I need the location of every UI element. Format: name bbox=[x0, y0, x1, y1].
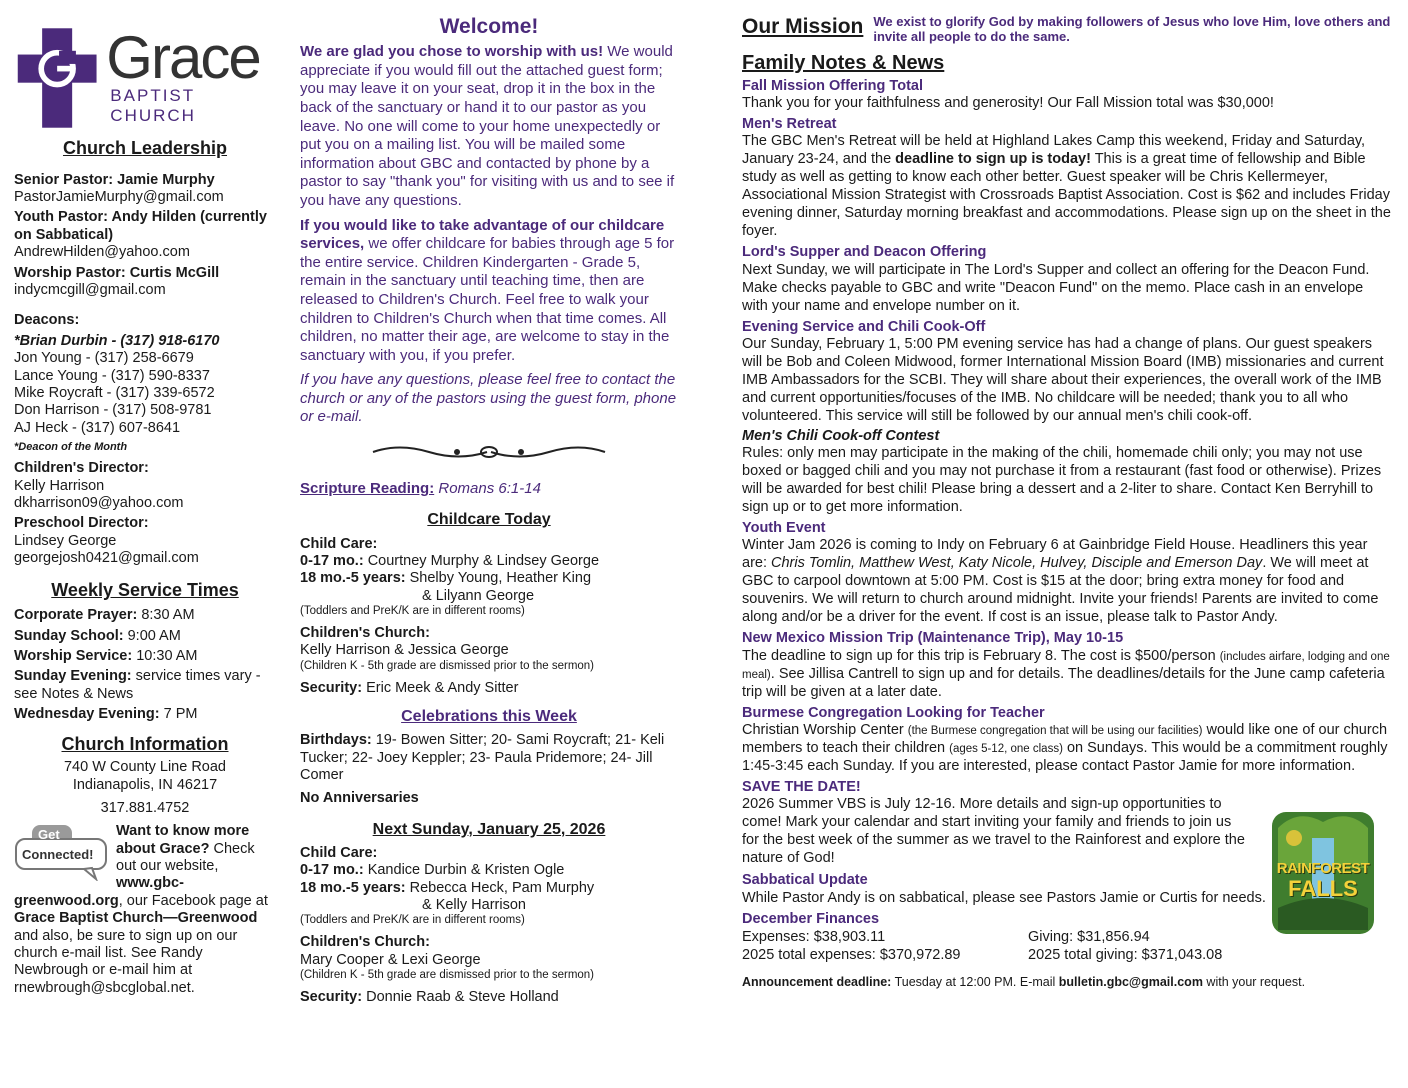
cc-label: Children's Church: bbox=[300, 625, 430, 641]
cc-note: (Children K - 5th grade are dismissed prior to the sermon) bbox=[300, 659, 595, 672]
flourish-icon bbox=[369, 441, 609, 463]
preschool-director-email[interactable]: georgejosh0421@gmail.com bbox=[14, 550, 199, 567]
birthdays-label: Birthdays: bbox=[300, 732, 372, 749]
next-infant-label: 0-17 mo.: bbox=[300, 862, 364, 879]
celebrations-heading: Celebrations this Week bbox=[401, 707, 577, 725]
bulletin-email[interactable]: bulletin.gbc@gmail.com bbox=[1058, 974, 1203, 989]
retreat-title: Men's Retreat bbox=[742, 116, 837, 133]
chili-title: Men's Chili Cook-off Contest bbox=[742, 427, 940, 444]
news-heading: Family Notes & News bbox=[742, 51, 945, 74]
wednesday-time: 7 PM bbox=[159, 706, 198, 723]
deacon-item: Mike Roycraft - (317) 339-6572 bbox=[14, 384, 215, 401]
mission-text: We exist to glorify God by making followers of Jesus who love Him, love others and invite all people to do the same. bbox=[873, 14, 1391, 45]
fall-text: Thank you for your faithfulness and generosity! Our Fall Mission total was $30,000! bbox=[742, 95, 1274, 112]
vbs-logo-line-1: RAINFOREST bbox=[1276, 860, 1370, 877]
retreat-text-2: This is a great time of fellowship and Bible study as well as getting to know each other better. Guest speaker will be Chris Kellermeyer, Associational Mission Strategist with Crossroads Baptist Association. Cost is $62 and includes Friday evening dinner, Saturday morning breakfast and accommodations. Please sign up on the sheet in the foyer. bbox=[742, 151, 1391, 240]
next-infant-names: Kandice Durbin & Kristen Ogle bbox=[363, 862, 565, 879]
giving: Giving: $31,856.94 bbox=[1028, 928, 1150, 945]
next-security-names: Donnie Raab & Steve Holland bbox=[362, 988, 559, 1005]
security-names: Eric Meek & Andy Sitter bbox=[362, 679, 519, 696]
total-expenses: 2025 total expenses: $370,972.89 bbox=[742, 946, 961, 963]
mission-block bbox=[742, 14, 1392, 45]
next-toddler-names: Rebecca Heck, Pam Murphy bbox=[405, 879, 595, 896]
evening-label: Sunday Evening: bbox=[14, 668, 132, 685]
toddler-label: 18 mo.-5 years: bbox=[300, 570, 406, 587]
welcome-intro-bold: We are glad you chose to worship with us! bbox=[300, 43, 604, 61]
get-connected-badge bbox=[14, 823, 108, 883]
church-phone: 317.881.4752 bbox=[100, 799, 190, 816]
deacon-item: Don Harrison - (317) 508-9781 bbox=[14, 402, 212, 419]
middle-column bbox=[300, 14, 678, 1006]
next-cc-note: (Children K - 5th grade are dismissed prior to the sermon) bbox=[300, 969, 595, 982]
worship-label: Worship Service: bbox=[14, 647, 133, 664]
deacon-of-month: *Brian Durbin - (317) 918-6170 bbox=[14, 332, 220, 349]
deacon-item: AJ Heck - (317) 607-8641 bbox=[14, 419, 181, 436]
leadership-heading: Church Leadership bbox=[62, 138, 228, 158]
retreat-deadline: deadline to sign up is today! bbox=[895, 151, 1091, 168]
burmese-text bbox=[742, 722, 1392, 776]
evening-service-text: Our Sunday, February 1, 5:00 PM evening service has had a change of plans. Our guest speakers will be Bob and Coleen Midwood, former International Mission Board (IMB) missionaries and current IMB Ambassadors for the SCBI. They will share about their experiences, the overall work of the IMB and current opportunities/focuses of the IMB. No childcare will be needed; thank you to all who volunteered. This service will still be followed by our annual men's chili cook-off. bbox=[742, 335, 1384, 424]
deacon-item: Lance Young - (317) 590-8337 bbox=[14, 367, 210, 384]
church-subtitle: BAPTIST CHURCH bbox=[110, 85, 196, 125]
ornament-divider bbox=[300, 441, 678, 468]
connect-text-1: Check out our website, bbox=[116, 840, 255, 875]
next-cc-label: Children's Church: bbox=[300, 934, 430, 951]
cross-logo-icon bbox=[14, 25, 100, 131]
website-link[interactable]: www.gbc-greenwood.org bbox=[14, 875, 184, 909]
worship-pastor: Worship Pastor: Curtis McGill bbox=[14, 264, 220, 281]
left-column bbox=[14, 24, 276, 997]
prayer-time: 8:30 AM bbox=[137, 607, 195, 624]
church-logo bbox=[14, 24, 276, 132]
fall-title: Fall Mission Offering Total bbox=[742, 77, 923, 94]
save-date-title: SAVE THE DATE! bbox=[742, 778, 861, 795]
anniversaries: No Anniversaries bbox=[300, 790, 419, 807]
welcome-childcare bbox=[300, 217, 678, 366]
vbs-logo bbox=[1268, 808, 1378, 938]
prayer-label: Corporate Prayer: bbox=[14, 607, 138, 624]
retreat-text-1: The GBC Men's Retreat will be held at Highland Lakes Camp this weekend, Friday and Saturday, January 23-24, and the bbox=[742, 133, 1366, 168]
rooms-note: (Toddlers and PreK/K are in different rooms) bbox=[300, 605, 525, 618]
next-sunday-heading: Next Sunday, January 25, 2026 bbox=[372, 820, 606, 838]
youth-text-2: . We will meet at GBC to carpool downtown at 5:00 PM. Cost is $15 at the door; bring extra money for food and souvenirs. We will return to church around midnight. Invite your friends! Parents are invited to come along and/or be a driver for the event. If cost is an issue, please talk to Pastor Andy. bbox=[742, 555, 1379, 626]
scripture-reading bbox=[300, 480, 678, 498]
church-name: Grace bbox=[106, 23, 260, 91]
chili-text: Rules: only men may participate in the making of the chili, homemade chili only; you may not use boxed or bagged chili and you may not purchase it from a restaurant (fast food or otherwise). Prizes will be awarded for best chili! Please bring a dessert and a 2-liter to share. Contact Ken Berryhill to sign up or to get more information. bbox=[742, 445, 1382, 516]
supper-text: Next Sunday, we will participate in The Lord's Supper and collect an offering for the Deacon Fund. Make checks payable to GBC and write "Deacon Fund" on the memo. Place cash in an envelope with your name and envelope number on it. bbox=[742, 261, 1370, 314]
scripture-label: Scripture Reading: bbox=[300, 480, 435, 498]
next-care-label: Child Care: bbox=[300, 844, 378, 861]
birthdays-list: 19- Bowen Sitter; 20- Sami Roycraft; 21- Keli Tucker; 22- Joey Keppler; 23- Paula Pridemore; 24- Jill Comer bbox=[300, 732, 665, 783]
nm-small: (includes airfare, lodging and one meal) bbox=[742, 650, 1390, 681]
preschool-director-label: Preschool Director: bbox=[14, 515, 149, 532]
senior-pastor-email[interactable]: PastorJamieMurphy@gmail.com bbox=[14, 188, 224, 205]
school-label: Sunday School: bbox=[14, 627, 124, 644]
welcome-intro bbox=[300, 43, 678, 210]
wednesday-label: Wednesday Evening: bbox=[14, 706, 160, 723]
worship-pastor-email[interactable]: indycmcgill@gmail.com bbox=[14, 281, 166, 298]
school-time: 9:00 AM bbox=[123, 627, 181, 644]
youth-headliners: Chris Tomlin, Matthew West, Katy Nicole, Hulvey, Disciple and Emerson Day bbox=[771, 555, 1263, 572]
new-mexico-title: New Mexico Mission Trip (Maintenance Trip), May 10-15 bbox=[742, 630, 1124, 647]
next-security-label: Security: bbox=[300, 988, 363, 1005]
next-rooms-note: (Toddlers and PreK/K are in different rooms) bbox=[300, 914, 525, 927]
nm-text-2: . See Jillisa Cantrell to sign up and for details. The deadlines/details for the June camp cafeteria trip will be given at a later date. bbox=[742, 665, 1385, 700]
burmese-text-2: would like one of our church members to teach their children bbox=[742, 721, 1388, 756]
connect-text-3: and also, be sure to sign up on our church e-mail list. See Randy Newbrough or e-mail him at rnewbrough@sbcglobal.net. bbox=[14, 927, 238, 996]
total-giving: 2025 total giving: $371,043.08 bbox=[1028, 946, 1223, 963]
youth-pastor: Youth Pastor: Andy Hilden (currently on Sabbatical) bbox=[14, 209, 267, 243]
mission-title: Our Mission bbox=[742, 15, 864, 38]
preschool-director-name: Lindsey George bbox=[14, 532, 117, 549]
evening-service-title: Evening Service and Chili Cook-Off bbox=[742, 318, 986, 335]
burmese-small-1: (the Burmese congregation that will be using our facilities) bbox=[907, 724, 1203, 737]
expenses: Expenses: $38,903.11 bbox=[742, 928, 886, 945]
evening-time: service times vary - see Notes & News bbox=[14, 668, 261, 702]
sabbatical-title: Sabbatical Update bbox=[742, 872, 868, 889]
save-date-text: 2026 Summer VBS is July 12-16. More details and sign-up opportunities to come! Mark your calendar and start inviting your family and friends to join us for the best week of the summer as we travel to the Rainforest and explore the nature of God! bbox=[742, 796, 1245, 867]
worship-time: 10:30 AM bbox=[132, 647, 198, 664]
announcement-deadline bbox=[742, 975, 1392, 990]
infant-names: Courtney Murphy & Lindsey George bbox=[363, 553, 600, 570]
address-street: 740 W County Line Road bbox=[63, 759, 226, 776]
new-mexico-text bbox=[742, 648, 1392, 702]
badge-top-text: Get bbox=[38, 827, 60, 843]
security-label: Security: bbox=[300, 679, 363, 696]
burmese-text-1: Christian Worship Center bbox=[742, 721, 908, 738]
deadline-text-2: with your request. bbox=[1202, 974, 1306, 989]
finances-row-2 bbox=[742, 947, 1392, 965]
deadline-label: Announcement deadline: bbox=[742, 974, 892, 989]
badge-bottom-text: Connected! bbox=[22, 847, 94, 863]
toddler-names: Shelby Young, Heather King bbox=[405, 570, 592, 587]
senior-pastor: Senior Pastor: Jamie Murphy bbox=[14, 171, 215, 188]
children-director-name: Kelly Harrison bbox=[14, 477, 105, 494]
retreat-text bbox=[742, 133, 1392, 241]
toddler-names-2: & Lilyann George bbox=[422, 587, 535, 604]
supper-title: Lord's Supper and Deacon Offering bbox=[742, 244, 987, 261]
nm-text-1: The deadline to sign up for this trip is February 8. The cost is $500/person bbox=[742, 647, 1220, 664]
welcome-title: Welcome! bbox=[439, 15, 539, 38]
burmese-text-3: on Sundays. This would be a commitment roughly 1:45-3:45 each Sunday. If you are interested, please contact Pastor Jamie for more information. bbox=[742, 739, 1388, 774]
deadline-text-1: Tuesday at 12:00 PM. E-mail bbox=[891, 974, 1059, 989]
deacon-item: Jon Young - (317) 258-6679 bbox=[14, 350, 194, 367]
finances-title: December Finances bbox=[742, 911, 880, 928]
youth-pastor-email[interactable]: AndrewHilden@yahoo.com bbox=[14, 244, 190, 261]
infant-label: 0-17 mo.: bbox=[300, 553, 364, 570]
welcome-childcare-bold: If you would like to take advantage of our childcare services, bbox=[300, 216, 665, 253]
scripture-ref: Romans 6:1-14 bbox=[434, 480, 541, 498]
service-times-heading: Weekly Service Times bbox=[51, 579, 239, 600]
welcome-questions: If you have any questions, please feel free to contact the church or any of the pastors using the guest form, phone or e-mail. bbox=[300, 371, 677, 426]
childcare-today-heading: Childcare Today bbox=[427, 511, 551, 529]
connect-text-2: , our Facebook page at bbox=[118, 892, 268, 909]
youth-event-title: Youth Event bbox=[742, 520, 826, 537]
burmese-small-2: (ages 5-12, one class) bbox=[949, 742, 1063, 755]
next-toddler-names-2: & Kelly Harrison bbox=[422, 897, 526, 914]
cc-names: Kelly Harrison & Jessica George bbox=[300, 642, 509, 659]
address-city: Indianapolis, IN 46217 bbox=[72, 776, 218, 793]
church-info-heading: Church Information bbox=[61, 733, 229, 754]
welcome-intro-text: We would appreciate if you would fill out the attached guest form; you may leave it on your seat, drop it in the box in the back of the sanctuary or hand it to our pastor as you leave. No one will come to your home unexpectedly or put you on a mailing list. You will be mailed some information about GBC and contacted by phone by a pastor to say "thank you" for visiting with us and to see if you have any questions. bbox=[300, 43, 675, 209]
sabbatical-text: While Pastor Andy is on sabbatical, please see Pastors Jamie or Curtis for needs. bbox=[742, 889, 1266, 906]
children-director-label: Children's Director: bbox=[14, 460, 149, 477]
burmese-title: Burmese Congregation Looking for Teacher bbox=[742, 704, 1045, 721]
childcare-label: Child Care: bbox=[300, 535, 378, 552]
vbs-logo-line-2: FALLS bbox=[1288, 876, 1358, 901]
youth-text-1: Winter Jam 2026 is coming to Indy on February 6 at Gainbridge Field House. Headliners this year are: bbox=[742, 537, 1368, 572]
connect-lead: Want to know more about Grace? bbox=[116, 823, 250, 857]
deacon-note: *Deacon of the Month bbox=[14, 441, 128, 454]
get-connected-block bbox=[14, 823, 276, 997]
deacons-label: Deacons: bbox=[14, 312, 80, 329]
youth-event-text bbox=[742, 537, 1392, 627]
next-toddler-label: 18 mo.-5 years: bbox=[300, 879, 406, 896]
children-director-email[interactable]: dkharrison09@yahoo.com bbox=[14, 495, 184, 512]
welcome-childcare-text: we offer childcare for babies through age 5 for the entire service. Children Kindergarten - Grade 5, remain in the sanctuary until teaching time, then are released to Children's Church. Feel free to walk your children to Children's Church when that time comes. All children, no matter their age, are welcome to stay in the sanctuary with you, if you prefer. bbox=[300, 235, 675, 364]
facebook-link[interactable]: Grace Baptist Church—Greenwood bbox=[14, 910, 258, 927]
next-cc-names: Mary Cooper & Lexi George bbox=[300, 951, 481, 968]
